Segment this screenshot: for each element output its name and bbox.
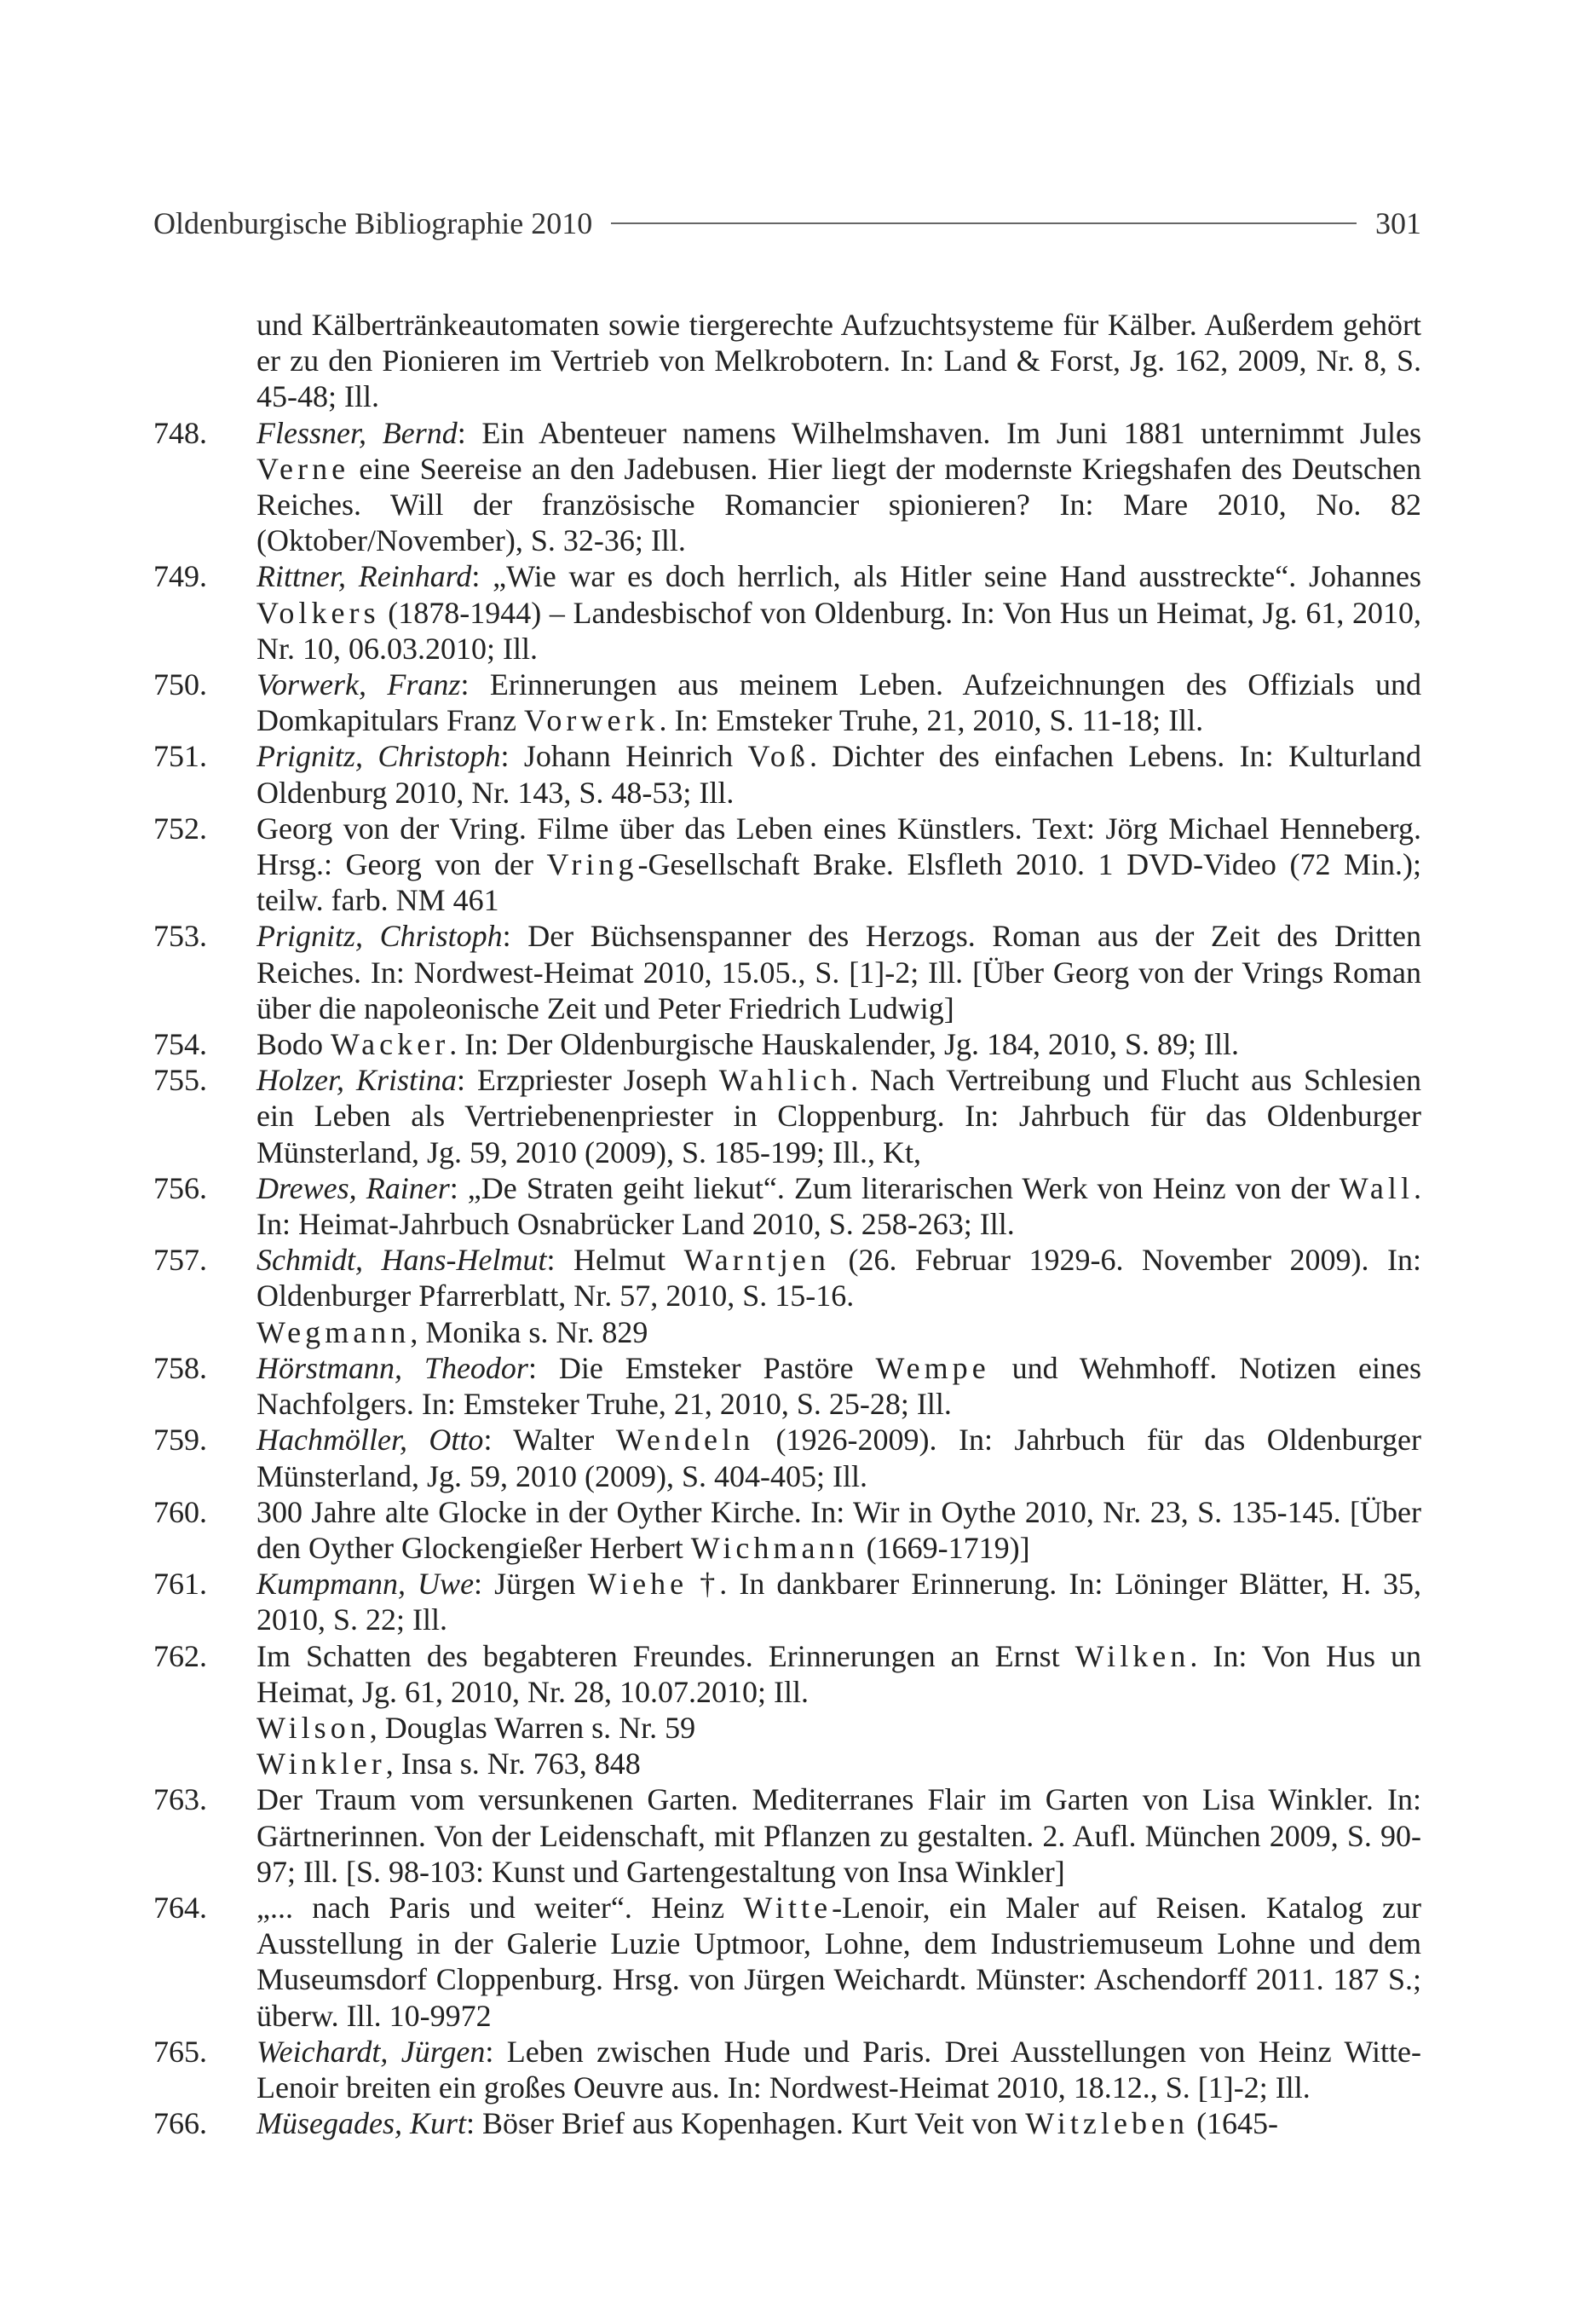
entry-text: . In: Emsteker Truhe, 21, 2010, S. 11-18; Ill.	[659, 703, 1204, 738]
entry-number: 765.	[153, 2034, 207, 2069]
cross-reference-entry	[153, 307, 1421, 415]
entry-number: 760.	[153, 1494, 207, 1529]
spaced-name: Wempe	[875, 1350, 990, 1385]
entry-author: Prignitz, Christoph	[256, 919, 503, 954]
spaced-name: Wiehe	[587, 1567, 689, 1602]
entry-author: Hachmöller, Otto	[256, 1423, 484, 1458]
entry-text: : Jürgen	[474, 1567, 588, 1602]
spaced-name: Wichmann	[690, 1530, 859, 1565]
entry-text: , Douglas Warren s. Nr. 59	[369, 1710, 696, 1745]
entry-text: . In: Von Hus un Heimat, Jg. 61, 2010, Nr. 28, 10.07.2010; Ill.	[256, 1638, 1421, 1709]
entry-text: „... nach Paris und weiter“. Heinz	[256, 1890, 744, 1925]
entry-text: und Wehmhoff. Notizen eines Nachfolgers. In: Emsteker Truhe, 21, 2010, S. 25-28; Ill.	[256, 1350, 1421, 1422]
entry-number: 751.	[153, 739, 207, 774]
entry-author: Prignitz, Christoph	[256, 739, 501, 774]
entry-text: †. In dankbarer Erinnerung. In: Löninger Blätter, H. 35, 2010, S. 22; Ill.	[256, 1567, 1421, 1637]
cross-reference-entry	[153, 1746, 1421, 1781]
bibliography-entry	[153, 811, 1421, 919]
entry-number: 752.	[153, 811, 207, 846]
entry-text: . Dichter des einfachen Lebens. In: Kulturland Oldenburg 2010, Nr. 143, S. 48-53; Ill.	[256, 739, 1421, 810]
entry-text: eine Seereise an den Jadebusen. Hier liegt der modernste Kriegshafen des Deutschen Reiches. Will der französische Romancier spionieren? In: Mare 2010, No. 82 (Oktober/November), S. 32-36; Ill.	[256, 451, 1421, 558]
bibliography-entry	[153, 1566, 1421, 1637]
cross-reference-entry	[153, 1314, 1421, 1350]
entry-number: 761.	[153, 1567, 207, 1602]
entry-text: Im Schatten des begabteren Freundes. Erinnerungen an Ernst	[256, 1638, 1075, 1673]
entry-text: . Nach Vertreibung und Flucht aus Schlesien ein Leben als Vertriebenenpriester in Cloppenburg. In: Jahrbuch für das Oldenburger Münsterland, Jg. 59, 2010 (2009), S. 185-199; Ill., Kt,	[256, 1063, 1421, 1169]
bibliography-entry	[153, 1062, 1421, 1170]
entry-number: 754.	[153, 1027, 207, 1062]
spaced-name: Wilken	[1075, 1638, 1190, 1673]
spaced-name: Witzleben	[1025, 2106, 1190, 2141]
bibliography-entry	[153, 558, 1421, 667]
spaced-name: Volkers	[256, 595, 380, 630]
spaced-name: Voß	[747, 739, 810, 774]
bibliography-entry	[153, 1781, 1421, 1890]
entry-number: 764.	[153, 1890, 207, 1925]
entry-number: 763.	[153, 1782, 207, 1817]
entry-author: Flessner, Bernd	[256, 415, 458, 450]
entry-text: : Ein Abenteuer namens Wilhelmshaven. Im Juni 1881 unternimmt Jules	[457, 415, 1422, 450]
spaced-name: Winkler	[256, 1747, 386, 1781]
entry-text: : Böser Brief aus Kopenhagen. Kurt Veit von	[466, 2106, 1026, 2141]
entry-number: 756.	[153, 1170, 207, 1205]
bibliography-entry	[153, 667, 1421, 738]
entry-text: : Helmut	[546, 1243, 684, 1278]
entry-text: : Der Büchsenspanner des Herzogs. Roman aus der Zeit des Dritten Reiches. In: Nordwest-Heimat 2010, 15.05., S. [1]-2; Ill. [Über Georg von der Vrings Roman über die napoleonische Zeit und Peter Friedrich Ludwig]	[256, 919, 1421, 1025]
entry-number: 758.	[153, 1350, 207, 1385]
entry-text: Bodo	[256, 1027, 331, 1062]
entry-number: 750.	[153, 667, 207, 702]
entry-number: 755.	[153, 1063, 207, 1098]
entry-text: (1878-1944) – Landesbischof von Oldenburg. In: Von Hus un Heimat, Jg. 61, 2010, Nr. 10, 06.03.2010; Ill.	[256, 595, 1421, 666]
bibliography-entry	[153, 738, 1421, 810]
entry-author: Weichardt, Jürgen	[256, 2034, 486, 2069]
bibliography-entry	[153, 1026, 1421, 1062]
entry-text: : „Wie war es doch herrlich, als Hitler seine Hand ausstreckte“. Johannes	[471, 559, 1421, 594]
entry-text: : Erzpriester Joseph	[457, 1063, 719, 1098]
bibliography-entry	[153, 1638, 1421, 1710]
entry-text: . In: Der Oldenburgische Hauskalender, Jg. 184, 2010, S. 89; Ill.	[449, 1027, 1240, 1062]
bibliography-entry	[153, 1170, 1421, 1242]
spaced-name: Wacker	[331, 1027, 450, 1062]
header-rule	[611, 222, 1357, 224]
entry-text: : Die Emsteker Pastöre	[527, 1350, 876, 1385]
bibliography-entry	[153, 1422, 1421, 1493]
entry-number: 749.	[153, 559, 207, 594]
entry-author: Vorwerk, Franz	[256, 667, 461, 702]
entry-text: : Johann Heinrich	[500, 739, 748, 774]
spaced-name: Wahlich	[718, 1063, 851, 1098]
bibliography-entry	[153, 2034, 1421, 2105]
entry-author: Hörstmann, Theodor	[256, 1350, 528, 1385]
page-number: 301	[1375, 206, 1421, 240]
bibliography-entry	[153, 1890, 1421, 2034]
entry-text: . In: Heimat-Jahrbuch Osnabrücker Land 2010, S. 258-263; Ill.	[256, 1170, 1422, 1242]
spaced-name: Wilson	[256, 1710, 370, 1745]
entry-text: (26. Februar 1929-6. November 2009). In: Oldenburger Pfarrerblatt, Nr. 57, 2010, S. 15-16.	[256, 1243, 1422, 1314]
entry-text: , Insa s. Nr. 763, 848	[385, 1747, 641, 1781]
running-title: Oldenburgische Bibliographie 2010	[153, 206, 593, 240]
entry-author: Holzer, Kristina	[256, 1063, 457, 1098]
spaced-name: Wall	[1339, 1170, 1415, 1205]
entry-text: : „De Straten geiht liekut“. Zum literarischen Werk von Heinz von der	[449, 1170, 1340, 1205]
entry-text: (1926-2009). In: Jahrbuch für das Oldenburger Münsterland, Jg. 59, 2010 (2009), S. 404-405; Ill.	[256, 1423, 1421, 1493]
running-header	[153, 198, 1421, 249]
entry-author: Kumpmann, Uwe	[256, 1567, 475, 1602]
bibliography-entry	[153, 1494, 1421, 1566]
entry-author: Rittner, Reinhard	[256, 559, 472, 594]
entry-author: Schmidt, Hans-Helmut	[256, 1243, 547, 1278]
spaced-name: Wegmann	[256, 1314, 411, 1349]
entry-number: 759.	[153, 1423, 207, 1458]
bibliography-entry	[153, 1350, 1421, 1422]
entry-text: : Walter	[483, 1423, 616, 1458]
bibliography-entry	[153, 918, 1421, 1026]
entry-text: Georg von der Vring. Filme über das Leben eines Künstlers. Text: Jörg Michael Henneberg. Hrsg.: Georg von der	[256, 811, 1421, 882]
entry-text: -Lenoir, ein Maler auf Reisen. Katalog zur Ausstellung in der Galerie Luzie Uptmoor, Lohne, dem Industriemuseum Lohne und dem Museumsdorf Cloppenburg. Hrsg. von Jürgen Weichardt. Münster: Aschendorff 2011. 187 S.; überw. Ill. 10-9972	[256, 1890, 1421, 2033]
entry-number: 748.	[153, 415, 207, 450]
entry-number: 766.	[153, 2106, 207, 2141]
bibliography-entries	[153, 307, 1421, 2141]
entry-text: , Monika s. Nr. 829	[410, 1314, 648, 1349]
entry-text: 300 Jahre alte Glocke in der Oyther Kirche. In: Wir in Oythe 2010, Nr. 23, S. 135-145. [Über den Oyther Glockengießer Herbert	[256, 1494, 1421, 1565]
entry-number: 757.	[153, 1243, 207, 1278]
entry-text: : Erinnerungen aus meinem Leben. Aufzeichnungen des Offizials und Domkapitulars Franz	[256, 667, 1422, 738]
bibliography-entry	[153, 2105, 1421, 2141]
entry-text: Der Traum vom versunkenen Garten. Mediterranes Flair im Garten von Lisa Winkler. In: Gärtnerinnen. Von der Leidenschaft, mit Pflanzen zu gestalten. 2. Aufl. München 2009, S. 90-97; Ill. [S. 98-103: Kunst und Gartengestaltung von Insa Winkler]	[256, 1782, 1421, 1889]
spaced-name: Wendeln	[615, 1423, 755, 1458]
cross-reference-entry	[153, 1710, 1421, 1746]
spaced-name: Vorwerk	[523, 703, 660, 738]
spaced-name: Vring	[546, 847, 638, 882]
spaced-name: Verne	[256, 451, 350, 486]
entry-text: und Kälbertränkeautomaten sowie tiergerechte Aufzuchtsysteme für Kälber. Außerdem gehört er zu den Pionieren im Vertrieb von Melkrobotern. In: Land & Forst, Jg. 162, 2009, Nr. 8, S. 45-48; Ill.	[256, 308, 1421, 414]
entry-number: 753.	[153, 919, 207, 954]
entry-text: : Leben zwischen Hude und Paris. Drei Ausstellungen von Heinz Witte-Lenoir breiten ein großes Oeuvre aus. In: Nordwest-Heimat 2010, 18.12., S. [1]-2; Ill.	[256, 2034, 1421, 2104]
bibliography-entry	[153, 1242, 1421, 1314]
entry-text: (1645-	[1189, 2106, 1279, 2141]
entry-number: 762.	[153, 1638, 207, 1673]
bibliography-entry	[153, 415, 1421, 559]
entry-text: -Gesellschaft Brake. Elsfleth 2010. 1 DVD-Video (72 Min.); teilw. farb. NM 461	[256, 847, 1421, 918]
spaced-name: Warntjen	[683, 1243, 830, 1278]
entry-author: Drewes, Rainer	[256, 1170, 450, 1205]
spaced-name: Witte	[743, 1890, 833, 1925]
entry-text: (1669-1719)]	[858, 1530, 1030, 1565]
entry-author: Müsegades, Kurt	[256, 2106, 466, 2141]
